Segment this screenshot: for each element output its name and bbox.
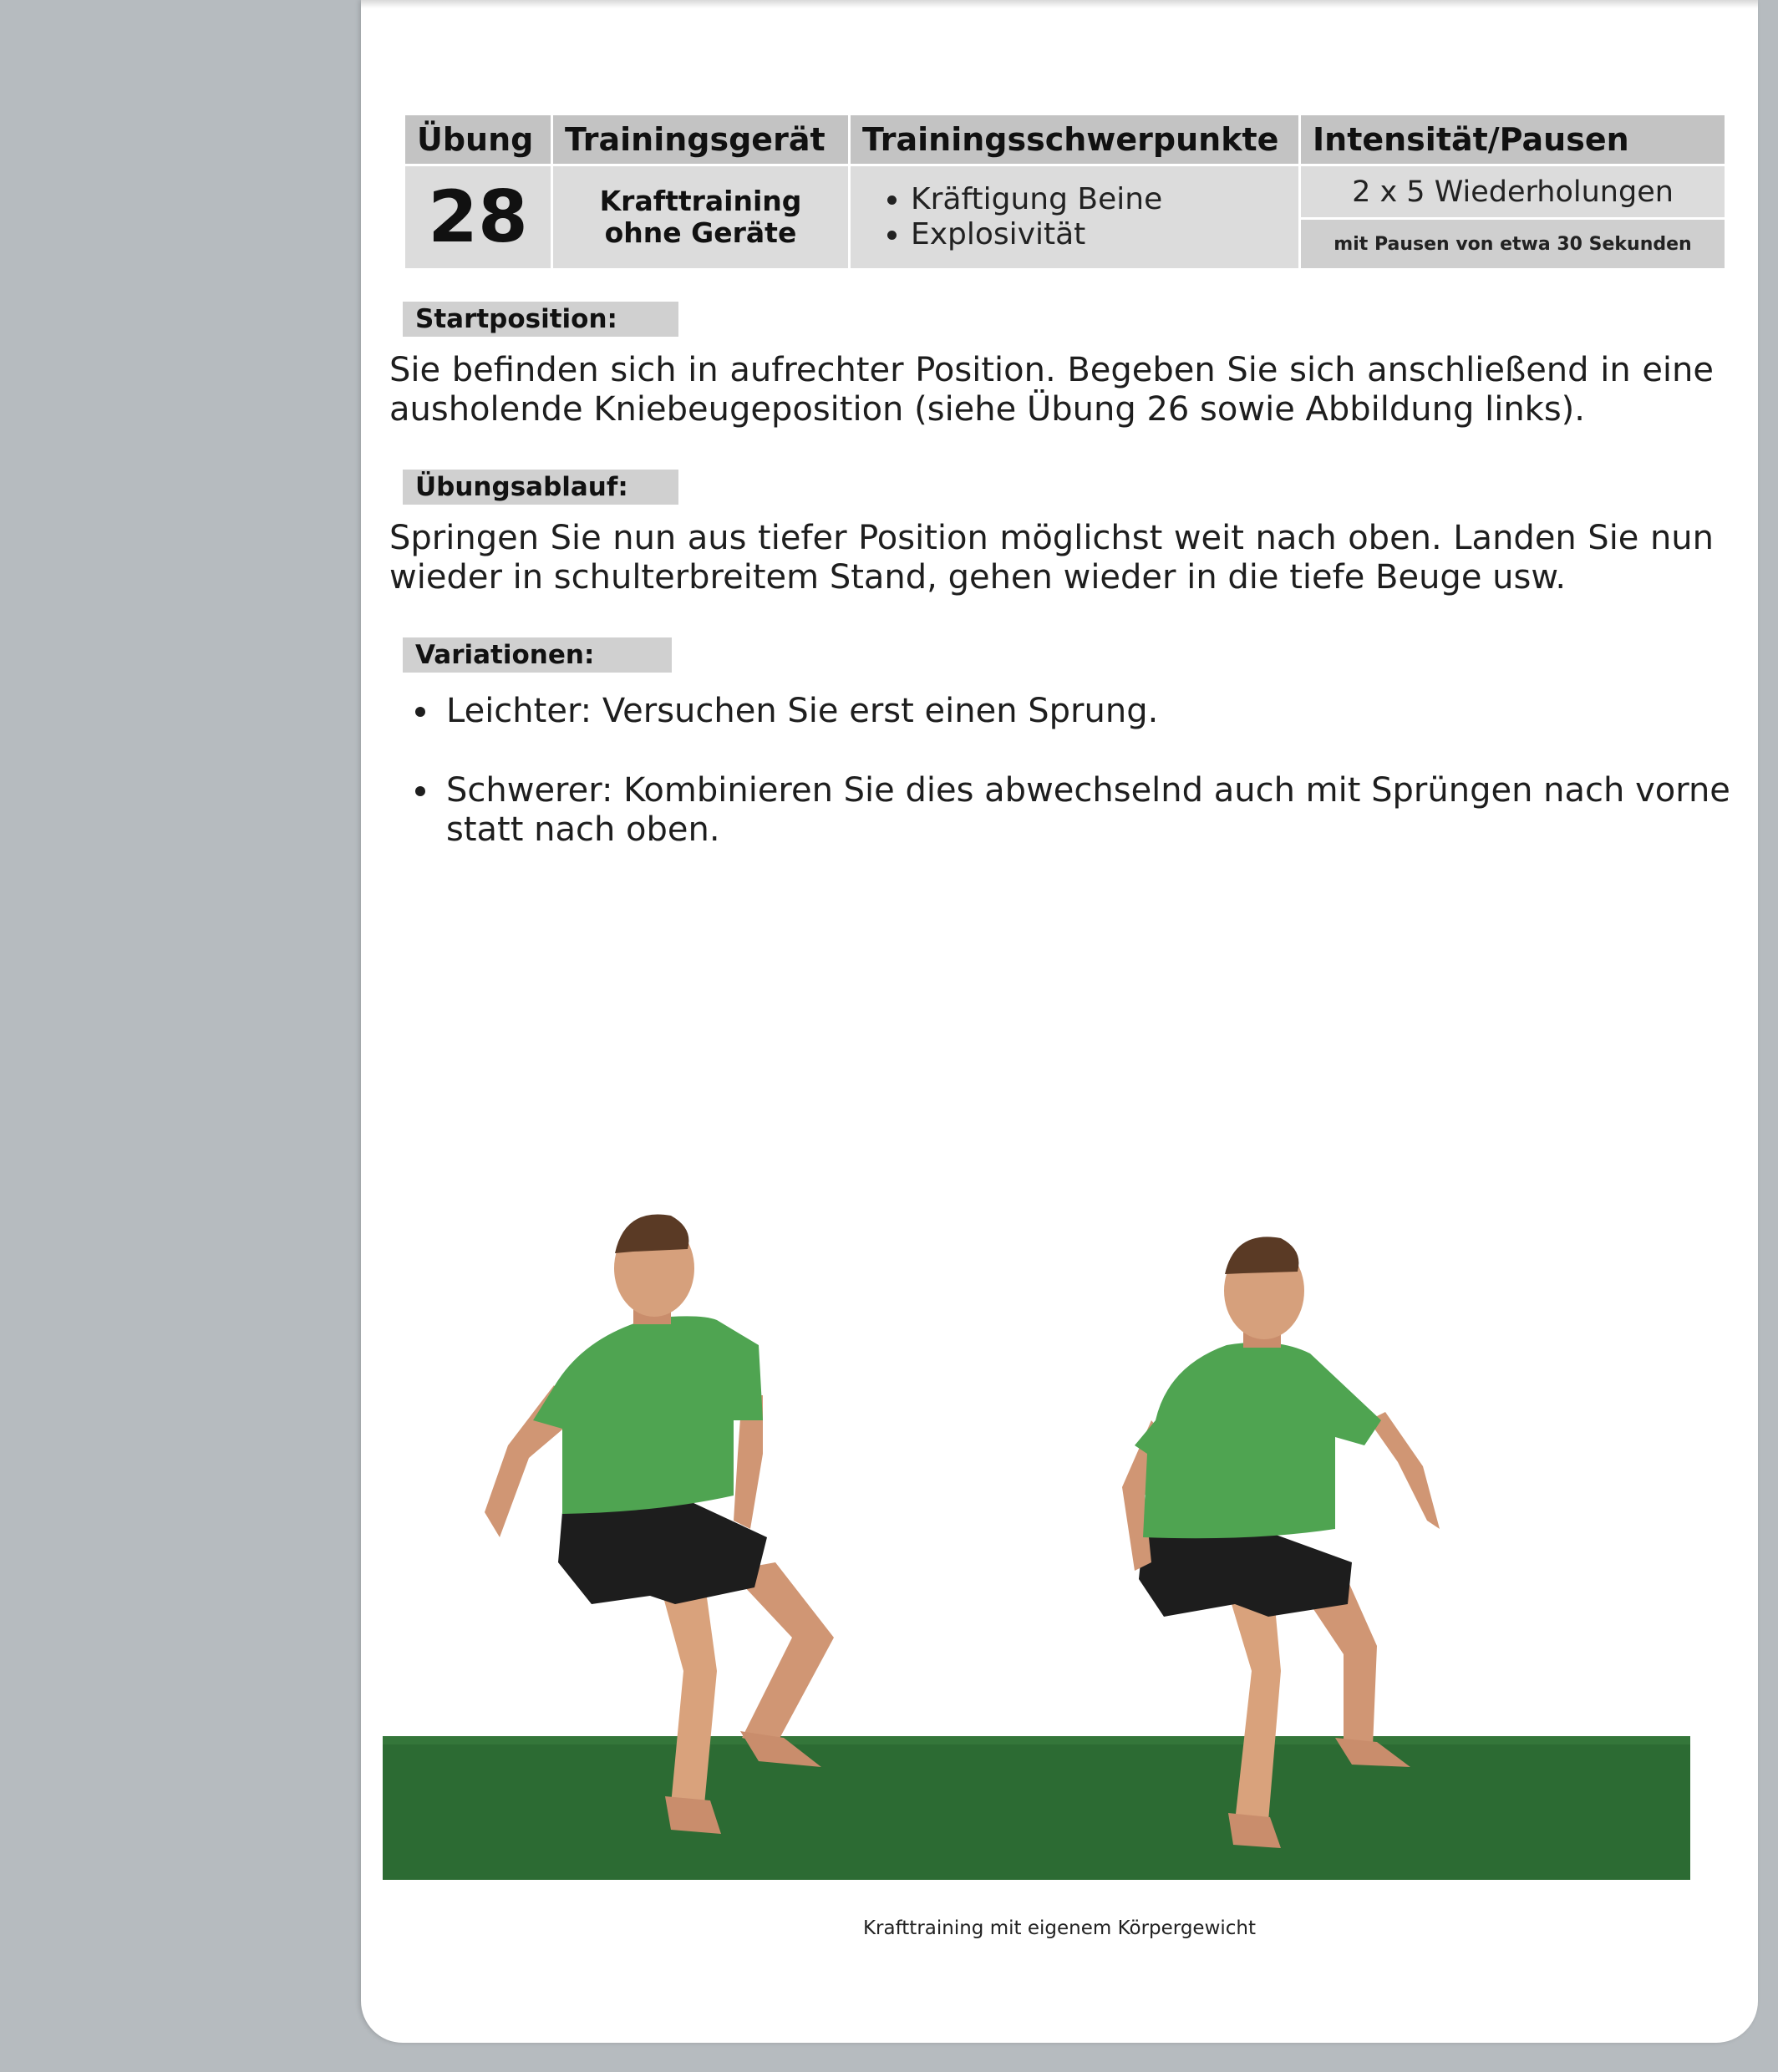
col-equipment-header: Trainingsgerät xyxy=(553,115,848,164)
repetitions-text: 2 x 5 Wiederholungen xyxy=(1301,166,1725,217)
exercise-number: 28 xyxy=(405,166,551,268)
focus-list xyxy=(851,182,1298,252)
equipment-line-2: ohne Geräte xyxy=(604,216,797,249)
card-top-edge xyxy=(361,0,1758,8)
sequence-label: Übungsablauf: xyxy=(403,470,678,505)
variation-item: • Schwerer: Kombinieren Sie dies abwechselnd auch mit Sprüngen nach vorne statt nach oben. xyxy=(441,771,1770,850)
col-focus-header: Trainingsschwerpunkte xyxy=(851,115,1298,164)
variations-label: Variationen: xyxy=(403,637,672,673)
col-exercise-header: Übung xyxy=(405,115,551,164)
sequence-text: Springen Sie nun aus tiefer Position möglichst weit nach oben. Landen Sie nun wieder in schulterbreitem Stand, gehen wieder in die tiefe Beuge usw. xyxy=(389,519,1714,597)
intensity-cell xyxy=(1301,166,1725,268)
startposition-text: Sie befinden sich in aufrechter Position. Begeben Sie sich anschließend in eine ausholende Kniebeugeposition (siehe Übung 26 sowie Abbildung links). xyxy=(389,351,1714,429)
exercise-header-table xyxy=(403,113,1727,271)
equipment-cell xyxy=(553,166,848,268)
focus-cell xyxy=(851,166,1298,268)
pauses-text: mit Pausen von etwa 30 Sekunden xyxy=(1301,220,1725,268)
turf xyxy=(383,1736,1690,1880)
exercise-photo xyxy=(383,1170,1690,1880)
startposition-label: Startposition: xyxy=(403,302,678,337)
variation-item: • Leichter: Versuchen Sie erst einen Sprung. xyxy=(441,692,1770,731)
col-intensity-header: Intensität/Pausen xyxy=(1301,115,1725,164)
variations-list xyxy=(389,692,1770,850)
equipment-line-1: Krafttraining xyxy=(599,185,802,217)
focus-item: • Kräftigung Beine xyxy=(911,182,1298,217)
focus-item: • Explosivität xyxy=(911,217,1298,252)
footer-caption: Krafttraining mit eigenem Körpergewicht xyxy=(862,1917,1257,1939)
